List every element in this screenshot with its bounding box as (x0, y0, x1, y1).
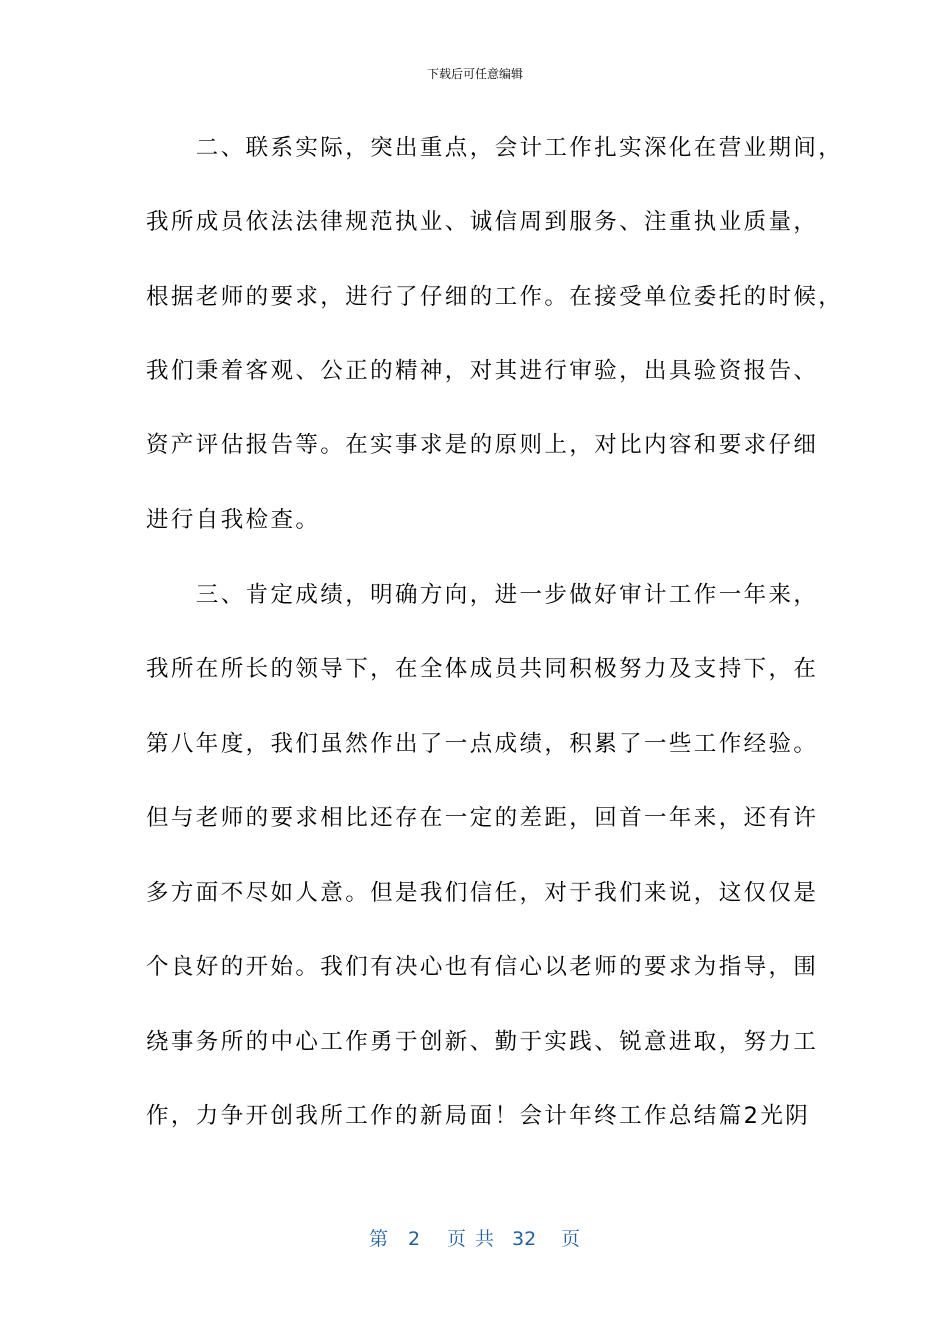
text-line: 二、联系实际，突出重点，会计工作扎实深化在营业期间， (146, 135, 844, 161)
page-footer (0, 1226, 950, 1252)
text-line: 我所在所长的领导下，在全体成员共同积极努力及支持下，在 (146, 656, 819, 682)
footer-total-pages: 32 (512, 1228, 537, 1250)
header-note: 下载后可任意编辑 (426, 67, 523, 81)
text-line: 但与老师的要求相比还存在一定的差距，回首一年来，还有许 (146, 805, 819, 831)
text-line: 我所成员依法法律规范执业、诚信周到服务、注重执业质量， (146, 209, 819, 235)
text-line: 多方面不尽如人意。但是我们信任，对于我们来说，这仅仅是 (146, 880, 819, 906)
text-line: 进行自我检查。 (146, 507, 321, 533)
text-line: 资产评估报告等。在实事求是的原则上，对比内容和要求仔细 (146, 432, 819, 458)
footer-ye-label: 页 (447, 1228, 467, 1250)
text-line: 作，力争开创我所工作的新局面！会计年终工作总结篇2光阴 (146, 1103, 811, 1129)
text-line: 我们秉着客观、公正的精神，对其进行审验，出具验资报告、 (146, 358, 819, 384)
text-line: 绕事务所的中心工作勇于创新、勤于实践、锐意进取，努力工 (146, 1029, 819, 1055)
footer-gong-label: 共 (475, 1228, 495, 1250)
footer-ye-end-label: 页 (561, 1228, 581, 1250)
text-line: 第八年度，我们虽然作出了一点成绩，积累了一些工作经验。 (146, 731, 819, 757)
text-line: 根据老师的要求，进行了仔细的工作。在接受单位委托的时候， (146, 284, 844, 310)
text-line: 三、肯定成绩，明确方向，进一步做好审计工作一年来， (146, 582, 819, 608)
text-line: 个良好的开始。我们有决心也有信心以老师的要求为指导，围 (146, 954, 819, 980)
footer-current-page: 2 (408, 1228, 421, 1250)
footer-di-label: 第 (369, 1228, 389, 1250)
